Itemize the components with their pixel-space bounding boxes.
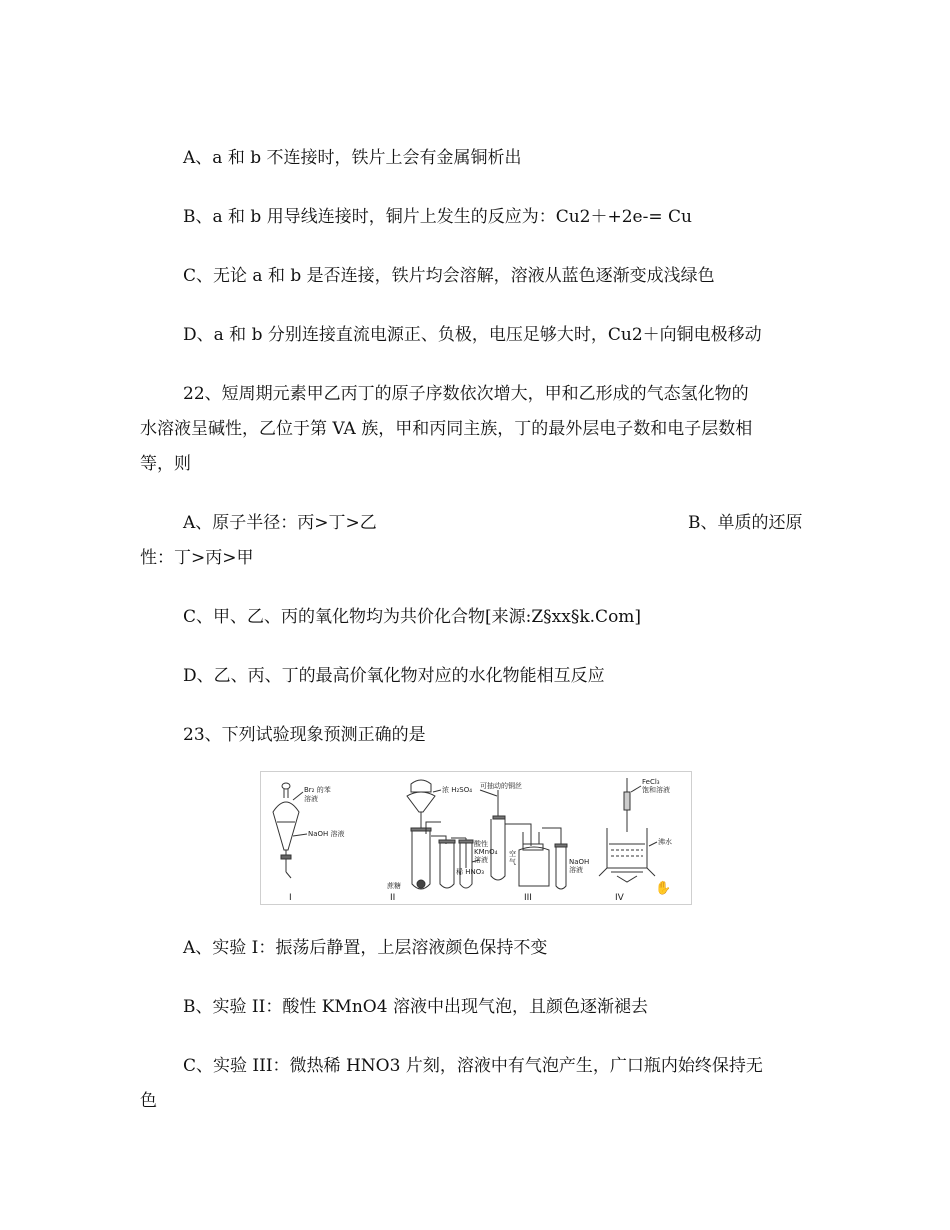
- q23-stem: 23、下列试验现象预测正确的是: [183, 725, 426, 745]
- fig-number-2: II: [390, 893, 396, 903]
- hand-cursor-icon: ✋: [655, 881, 672, 896]
- fig-label-br2: Br₂ 的苯: [304, 786, 331, 794]
- fig-label-naoh-2b: 溶液: [569, 866, 583, 874]
- q23-option-c-line1: C、实验 III：微热稀 HNO3 片刻，溶液中有气泡产生，广口瓶内始终保持无: [183, 1056, 763, 1076]
- q21-option-c: C、无论 a 和 b 是否连接，铁片均会溶解，溶液从蓝色逐渐变成浅绿色: [183, 266, 715, 286]
- q22-option-a: A、原子半径：丙>丁>乙: [183, 513, 377, 533]
- fig-number-4: IV: [615, 893, 624, 903]
- q22-option-d: D、乙、丙、丁的最高价氧化物对应的水化物能相互反应: [183, 666, 605, 686]
- q22-stem-line1: 22、短周期元素甲乙丙丁的原子序数依次增大，甲和乙形成的气态氢化物的: [183, 384, 749, 404]
- fig-label-h2so4: 浓 H₂SO₄: [442, 786, 473, 794]
- fig-label-sucrose: 蔗糖: [387, 882, 401, 890]
- fig-label-cu-wire: 可抽动的铜丝: [480, 782, 522, 790]
- fig-label-kmno4-3: 溶液: [474, 856, 488, 864]
- fig-label-air-1: 空: [509, 850, 516, 858]
- q22-option-c: C、甲、乙、丙的氧化物均为共价化合物[来源:Z§xx§k.Com]: [183, 607, 642, 627]
- q21-option-d: D、a 和 b 分别连接直流电源正、负极，电压足够大时，Cu2＋向铜电极移动: [183, 325, 762, 345]
- experiment-apparatus-drawing: [261, 772, 691, 904]
- fig-number-1: I: [289, 893, 292, 903]
- fig-label-naoh-2a: NaOH: [569, 858, 590, 866]
- fig-label-kmno4-2: KMnO₄: [474, 848, 498, 856]
- fig-label-air-2: 气: [509, 858, 516, 866]
- fig-label-fecl3-a: FeCl₃: [642, 778, 660, 786]
- q23-option-b: B、实验 II：酸性 KMnO4 溶液中出现气泡，且颜色逐渐褪去: [183, 997, 648, 1017]
- q21-option-a: A、a 和 b 不连接时，铁片上会有金属铜析出: [183, 148, 522, 168]
- fig-label-br2-solution: 溶液: [304, 795, 318, 803]
- q21-option-b: B、a 和 b 用导线连接时，铜片上发生的反应为：Cu2＋+2e-= Cu: [183, 207, 692, 227]
- q22-option-b-part2: 性：丁>丙>甲: [140, 548, 254, 568]
- q22-stem-line2: 水溶液呈碱性，乙位于第 VA 族，甲和丙同主族，丁的最外层电子数和电子层数相: [140, 419, 753, 439]
- q23-option-a: A、实验 I：振荡后静置，上层溶液颜色保持不变: [183, 938, 548, 958]
- fig-label-naoh-1: NaOH 溶液: [308, 830, 345, 838]
- fig-label-kmno4-1: 酸性: [474, 840, 488, 848]
- fig-label-water: 沸水: [658, 838, 672, 846]
- fig-number-3: III: [524, 893, 532, 903]
- q23-option-c-line2: 色: [140, 1091, 157, 1111]
- fig-label-hno3: 稀 HNO₃: [456, 868, 485, 876]
- experiment-figure: [260, 771, 692, 905]
- fig-label-fecl3-b: 饱和溶液: [642, 786, 670, 794]
- q22-option-b-part1: B、单质的还原: [688, 513, 803, 533]
- q22-stem-line3: 等，则: [140, 454, 191, 474]
